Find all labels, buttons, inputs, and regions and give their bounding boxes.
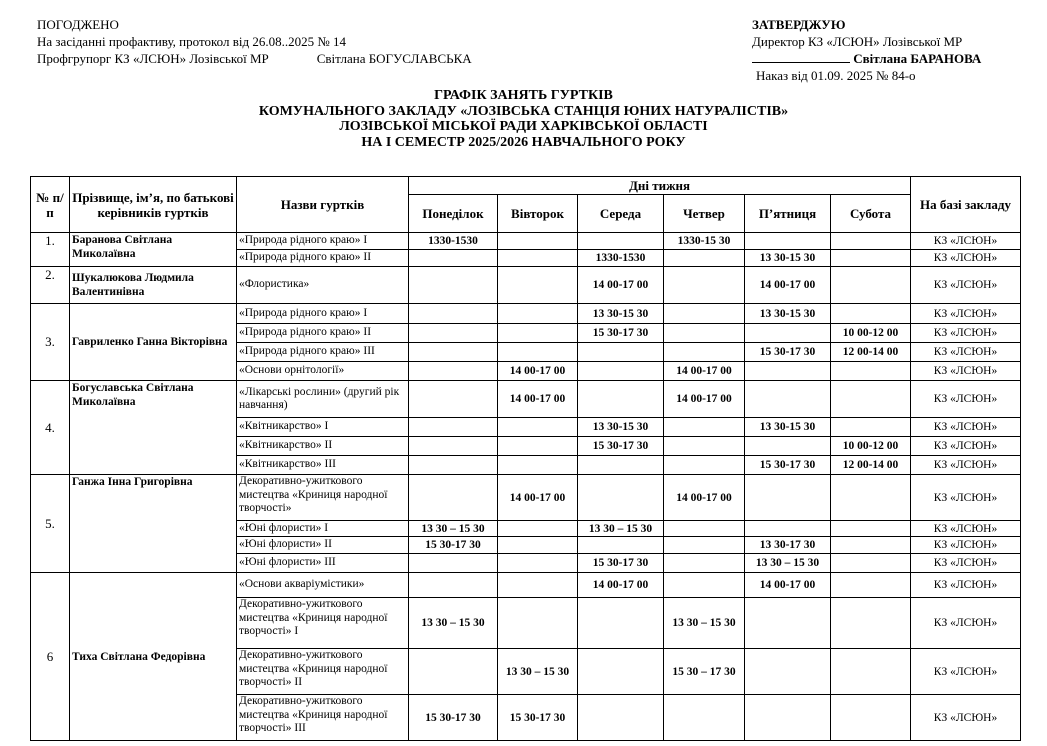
col-number-header: № п/п xyxy=(31,177,70,233)
time-slot-mon xyxy=(409,456,498,475)
time-slot-mon xyxy=(409,475,498,521)
time-slot-fri xyxy=(745,475,831,521)
base-location: КЗ «ЛСЮН» xyxy=(911,233,1021,250)
union-organizer-name: Світлана БОГУСЛАВСЬКА xyxy=(316,51,472,66)
time-slot-thu xyxy=(664,343,745,362)
time-slot-thu xyxy=(664,573,745,598)
time-slot-tue xyxy=(498,537,578,554)
table-row xyxy=(31,573,1021,598)
club-name: Декоративно-ужиткового мистецтва «Криниця народної творчості» ІІІ xyxy=(237,695,409,741)
time-slot-sat xyxy=(831,554,911,573)
base-location: КЗ «ЛСЮН» xyxy=(911,362,1021,381)
order-line: Наказ від 01.09. 2025 № 84-о xyxy=(756,68,916,83)
time-slot-sat xyxy=(831,362,911,381)
time-slot-fri: 14 00-17 00 xyxy=(745,267,831,304)
time-slot-thu: 14 00-17 00 xyxy=(664,475,745,521)
time-slot-sat xyxy=(831,304,911,324)
table-row xyxy=(31,381,1021,418)
time-slot-mon xyxy=(409,304,498,324)
club-name: «Юні флористи» ІІ xyxy=(237,537,409,554)
base-location: КЗ «ЛСЮН» xyxy=(911,649,1021,695)
col-days-header: Дні тижня xyxy=(409,177,911,195)
base-location: КЗ «ЛСЮН» xyxy=(911,475,1021,521)
col-friday-header: П’ятниця xyxy=(745,195,831,233)
approved-label: ПОГОДЖЕНО xyxy=(37,17,119,32)
club-name: «Флористика» xyxy=(237,267,409,304)
time-slot-thu xyxy=(664,554,745,573)
club-name: «Природа рідного краю» І xyxy=(237,304,409,324)
base-location: КЗ «ЛСЮН» xyxy=(911,418,1021,437)
time-slot-thu: 13 30 – 15 30 xyxy=(664,598,745,649)
time-slot-mon xyxy=(409,418,498,437)
time-slot-tue xyxy=(498,521,578,537)
signature-blank xyxy=(752,51,850,63)
union-organizer-line xyxy=(37,50,472,67)
time-slot-fri: 13 30 – 15 30 xyxy=(745,554,831,573)
time-slot-wed: 13 30-15 30 xyxy=(578,304,664,324)
time-slot-thu xyxy=(664,695,745,741)
leader-name: Ганжа Інна Григорівна xyxy=(70,475,237,573)
club-name: «Природа рідного краю» І xyxy=(237,233,409,250)
time-slot-sat xyxy=(831,418,911,437)
club-name: «Основи акваріумістики» xyxy=(237,573,409,598)
time-slot-thu xyxy=(664,537,745,554)
time-slot-thu: 15 30 – 17 30 xyxy=(664,649,745,695)
time-slot-thu xyxy=(664,304,745,324)
club-name: Декоративно-ужиткового мистецтва «Криниця народної творчості» І xyxy=(237,598,409,649)
time-slot-tue xyxy=(498,554,578,573)
schedule-body xyxy=(31,233,1021,741)
time-slot-wed xyxy=(578,362,664,381)
time-slot-tue: 13 30 – 15 30 xyxy=(498,649,578,695)
row-number: 5. xyxy=(31,475,70,573)
time-slot-tue xyxy=(498,598,578,649)
time-slot-tue: 15 30-17 30 xyxy=(498,695,578,741)
club-name: «Квітникарство» ІІ xyxy=(237,437,409,456)
row-number: 4. xyxy=(31,381,70,475)
base-location: КЗ «ЛСЮН» xyxy=(911,573,1021,598)
director-name: Світлана БАРАНОВА xyxy=(853,51,982,66)
col-tuesday-header: Вівторок xyxy=(498,195,578,233)
time-slot-wed: 1330-1530 xyxy=(578,250,664,267)
time-slot-sat: 10 00-12 00 xyxy=(831,437,911,456)
time-slot-wed: 14 00-17 00 xyxy=(578,573,664,598)
col-club-header: Назви гуртків xyxy=(237,177,409,233)
time-slot-tue xyxy=(498,304,578,324)
time-slot-sat xyxy=(831,521,911,537)
time-slot-fri xyxy=(745,598,831,649)
time-slot-mon xyxy=(409,381,498,418)
time-slot-sat: 10 00-12 00 xyxy=(831,324,911,343)
col-base-header: На базі закладу xyxy=(911,177,1021,233)
leader-name: Баранова Світлана Миколаївна xyxy=(70,233,237,267)
director-line: Директор КЗ «ЛСЮН» Лозівської МР xyxy=(752,34,963,49)
time-slot-tue xyxy=(498,233,578,250)
approval-block xyxy=(37,16,472,67)
time-slot-thu xyxy=(664,418,745,437)
time-slot-wed xyxy=(578,537,664,554)
base-location: КЗ «ЛСЮН» xyxy=(911,537,1021,554)
time-slot-sat: 12 00-14 00 xyxy=(831,343,911,362)
club-name: «Природа рідного краю» ІІІ xyxy=(237,343,409,362)
time-slot-tue xyxy=(498,437,578,456)
time-slot-wed xyxy=(578,233,664,250)
time-slot-thu: 14 00-17 00 xyxy=(664,381,745,418)
director-signature-line xyxy=(752,50,981,67)
time-slot-wed xyxy=(578,649,664,695)
base-location: КЗ «ЛСЮН» xyxy=(911,456,1021,475)
time-slot-sat xyxy=(831,695,911,741)
time-slot-mon xyxy=(409,649,498,695)
time-slot-thu xyxy=(664,324,745,343)
time-slot-wed xyxy=(578,343,664,362)
time-slot-wed: 15 30-17 30 xyxy=(578,554,664,573)
time-slot-mon xyxy=(409,267,498,304)
time-slot-mon xyxy=(409,554,498,573)
time-slot-tue xyxy=(498,324,578,343)
time-slot-fri xyxy=(745,362,831,381)
time-slot-fri xyxy=(745,324,831,343)
table-row xyxy=(31,233,1021,250)
club-name: «Лікарські рослини» (другий рік навчання) xyxy=(237,381,409,418)
club-name: «Основи орнітології» xyxy=(237,362,409,381)
time-slot-sat xyxy=(831,475,911,521)
col-saturday-header: Субота xyxy=(831,195,911,233)
base-location: КЗ «ЛСЮН» xyxy=(911,437,1021,456)
table-row xyxy=(31,304,1021,324)
time-slot-thu: 1330-15 30 xyxy=(664,233,745,250)
time-slot-fri xyxy=(745,695,831,741)
leader-name: Гавриленко Ганна Вікторівна xyxy=(70,304,237,381)
time-slot-sat xyxy=(831,537,911,554)
time-slot-wed: 15 30-17 30 xyxy=(578,437,664,456)
time-slot-thu xyxy=(664,267,745,304)
title-line-1: ГРАФІК ЗАНЯТЬ ГУРТКІВ xyxy=(434,88,613,103)
time-slot-thu xyxy=(664,521,745,537)
time-slot-wed xyxy=(578,456,664,475)
time-slot-wed xyxy=(578,475,664,521)
time-slot-mon xyxy=(409,437,498,456)
time-slot-mon: 1330-1530 xyxy=(409,233,498,250)
time-slot-fri: 13 30-15 30 xyxy=(745,250,831,267)
time-slot-fri: 13 30-17 30 xyxy=(745,537,831,554)
time-slot-fri xyxy=(745,381,831,418)
time-slot-sat xyxy=(831,267,911,304)
time-slot-sat xyxy=(831,233,911,250)
base-location: КЗ «ЛСЮН» xyxy=(911,695,1021,741)
time-slot-wed: 14 00-17 00 xyxy=(578,267,664,304)
base-location: КЗ «ЛСЮН» xyxy=(911,521,1021,537)
time-slot-wed: 15 30-17 30 xyxy=(578,324,664,343)
row-number: 1. xyxy=(31,233,70,267)
base-location: КЗ «ЛСЮН» xyxy=(911,554,1021,573)
leader-name: Тиха Світлана Федорівна xyxy=(70,573,237,741)
document-title xyxy=(0,88,1047,150)
time-slot-fri: 15 30-17 30 xyxy=(745,343,831,362)
time-slot-wed: 13 30 – 15 30 xyxy=(578,521,664,537)
time-slot-tue: 14 00-17 00 xyxy=(498,381,578,418)
time-slot-sat xyxy=(831,649,911,695)
time-slot-mon xyxy=(409,250,498,267)
time-slot-mon xyxy=(409,362,498,381)
time-slot-wed: 13 30-15 30 xyxy=(578,418,664,437)
time-slot-sat xyxy=(831,573,911,598)
time-slot-mon: 15 30-17 30 xyxy=(409,695,498,741)
time-slot-thu: 14 00-17 00 xyxy=(664,362,745,381)
time-slot-sat xyxy=(831,381,911,418)
time-slot-fri xyxy=(745,649,831,695)
base-location: КЗ «ЛСЮН» xyxy=(911,304,1021,324)
club-name: «Природа рідного краю» ІІ xyxy=(237,324,409,343)
base-location: КЗ «ЛСЮН» xyxy=(911,250,1021,267)
time-slot-tue xyxy=(498,456,578,475)
time-slot-mon xyxy=(409,324,498,343)
protocol-line: На засіданні профактиву, протокол від 26.08..2025 № 14 xyxy=(37,34,346,49)
col-leader-header: Прізвище, ім’я, по батькові керівників гуртків xyxy=(70,177,237,233)
base-location: КЗ «ЛСЮН» xyxy=(911,343,1021,362)
time-slot-thu xyxy=(664,437,745,456)
club-name: «Квітникарство» І xyxy=(237,418,409,437)
time-slot-tue: 14 00-17 00 xyxy=(498,475,578,521)
time-slot-tue: 14 00-17 00 xyxy=(498,362,578,381)
base-location: КЗ «ЛСЮН» xyxy=(911,598,1021,649)
time-slot-tue xyxy=(498,267,578,304)
club-name: Декоративно-ужиткового мистецтва «Криниця народної творчості» xyxy=(237,475,409,521)
confirm-label: ЗАТВЕРДЖУЮ xyxy=(752,17,846,32)
club-name: «Юні флористи» І xyxy=(237,521,409,537)
base-location: КЗ «ЛСЮН» xyxy=(911,267,1021,304)
time-slot-mon: 15 30-17 30 xyxy=(409,537,498,554)
title-line-4: НА I СЕМЕСТР 2025/2026 НАВЧАЛЬНОГО РОКУ xyxy=(361,134,686,150)
time-slot-wed xyxy=(578,695,664,741)
time-slot-fri xyxy=(745,437,831,456)
time-slot-fri xyxy=(745,233,831,250)
leader-name: Богуславська Світлана Миколаївна xyxy=(70,381,237,475)
row-number: 3. xyxy=(31,304,70,381)
title-line-2: КОМУНАЛЬНОГО ЗАКЛАДУ «ЛОЗІВСЬКА СТАНЦІЯ ЮНИХ НАТУРАЛІСТІВ» xyxy=(258,103,789,119)
time-slot-tue xyxy=(498,418,578,437)
col-thursday-header: Четвер xyxy=(664,195,745,233)
time-slot-fri: 14 00-17 00 xyxy=(745,573,831,598)
time-slot-tue xyxy=(498,573,578,598)
club-name: «Природа рідного краю» ІІ xyxy=(237,250,409,267)
title-line-3: ЛОЗІВСЬКОЇ МІСЬКОЇ РАДИ ХАРКІВСЬКОЇ ОБЛАСТІ xyxy=(339,119,708,134)
club-name: Декоративно-ужиткового мистецтва «Криниця народної творчості» ІІ xyxy=(237,649,409,695)
table-row xyxy=(31,475,1021,521)
schedule-table xyxy=(30,176,1021,741)
time-slot-wed xyxy=(578,598,664,649)
confirmation-block xyxy=(752,16,981,84)
time-slot-sat xyxy=(831,250,911,267)
col-wednesday-header: Середа xyxy=(578,195,664,233)
time-slot-sat: 12 00-14 00 xyxy=(831,456,911,475)
time-slot-thu xyxy=(664,250,745,267)
time-slot-wed xyxy=(578,381,664,418)
time-slot-tue xyxy=(498,250,578,267)
time-slot-tue xyxy=(498,343,578,362)
time-slot-fri: 13 30-15 30 xyxy=(745,418,831,437)
time-slot-mon: 13 30 – 15 30 xyxy=(409,598,498,649)
leader-name: Шукалюкова Людмила Валентинівна xyxy=(70,267,237,304)
union-organizer-title: Профгрупорг КЗ «ЛСЮН» Лозівської МР xyxy=(37,51,269,66)
row-number: 6 xyxy=(31,573,70,741)
time-slot-thu xyxy=(664,456,745,475)
base-location: КЗ «ЛСЮН» xyxy=(911,381,1021,418)
time-slot-mon xyxy=(409,573,498,598)
club-name: «Юні флористи» ІІІ xyxy=(237,554,409,573)
row-number: 2. xyxy=(31,267,70,304)
table-row xyxy=(31,267,1021,304)
club-name: «Квітникарство» ІІІ xyxy=(237,456,409,475)
time-slot-fri xyxy=(745,521,831,537)
time-slot-fri: 13 30-15 30 xyxy=(745,304,831,324)
base-location: КЗ «ЛСЮН» xyxy=(911,324,1021,343)
time-slot-fri: 15 30-17 30 xyxy=(745,456,831,475)
time-slot-mon xyxy=(409,343,498,362)
col-monday-header: Понеділок xyxy=(409,195,498,233)
time-slot-mon: 13 30 – 15 30 xyxy=(409,521,498,537)
time-slot-sat xyxy=(831,598,911,649)
